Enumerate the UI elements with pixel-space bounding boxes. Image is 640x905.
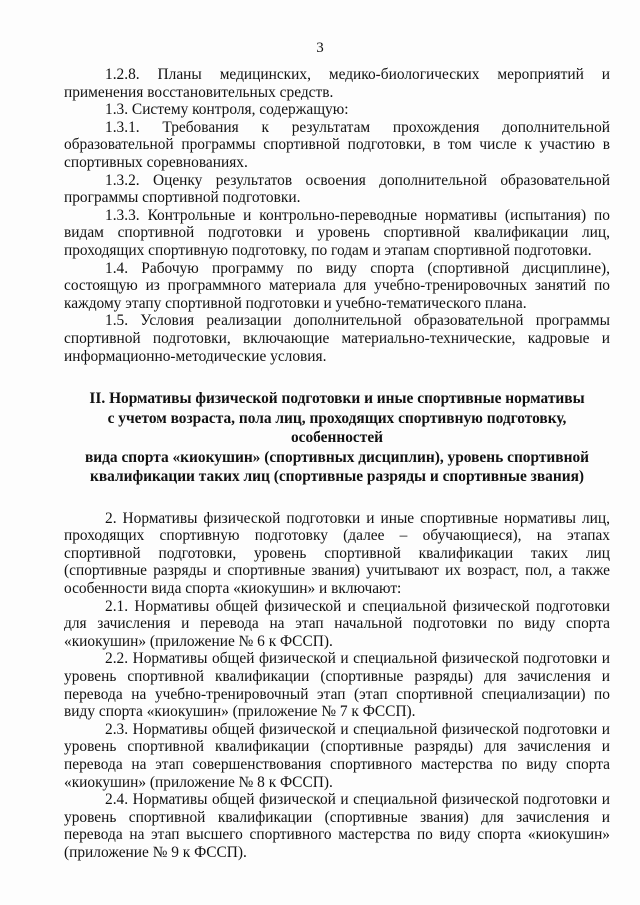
paragraph-1-3-1: 1.3.1. Требования к результатам прохождения дополнительной образовательной программы спортивной подготовки, в том числе к участию в спортивных соревнованиях.: [64, 118, 610, 171]
paragraph-2-3: 2.3. Нормативы общей физической и специальной физической подготовки и уровень спортивной квалификации (спортивные разряды) для зачисления и перевода на этап совершенствования спортивного мастерства по виду спорта «киокушин» (приложение № 8 к ФССП).: [64, 720, 610, 791]
page-content: [64, 66, 610, 861]
paragraph-2-2: 2.2. Нормативы общей физической и специальной физической подготовки и уровень спортивной квалификации (спортивные разряды) для зачисления и перевода на учебно-тренировочный этап (этап спортивной специализации) по виду спорта «киокушин» (приложение № 7 к ФССП).: [64, 650, 610, 721]
section-heading-line: вида спорта «киокушин» (спортивных дисциплин), уровень спортивной: [84, 448, 590, 466]
section-heading-line: квалификации таких лиц (спортивные разряды и спортивные звания): [89, 468, 585, 486]
paragraph-2-1: 2.1. Нормативы общей физической и специальной физической подготовки для зачисления и перевода на этап начальной подготовки по виду спорта «киокушин» (приложение № 6 к ФССП).: [64, 597, 610, 650]
paragraph-1-4: 1.4. Рабочую программу по виду спорта (спортивной дисциплине), состоящую из программного материала для учебно-тренировочных занятий по каждому этапу спортивной подготовки и учебно-тематического плана.: [64, 259, 610, 312]
paragraph-2: 2. Нормативы физической подготовки и иные спортивные нормативы лиц, проходящих спортивную подготовку (далее – обучающиеся), на этапах спортивной подготовки, уровень спортивной квалификации таких лиц (спортивные разряды и спортивные звания) учитывают их возраст, пол, а также особенности вида спорта «киокушин» и включают:: [64, 509, 610, 597]
section-heading-line: с учетом возраста, пола лиц, проходящих спортивную подготовку, особенностей: [107, 409, 567, 447]
page-number: 3: [316, 40, 324, 56]
paragraph-2-4: 2.4. Нормативы общей физической и специальной физической подготовки и уровень спортивной квалификации (спортивные звания) для зачисления и перевода на этап высшего спортивного мастерства по виду спорта «киокушин» (приложение № 9 к ФССП).: [64, 791, 610, 861]
paragraph-1-5: 1.5. Условия реализации дополнительной образовательной программы спортивной подготовки, включающие материально-технические, кадровые и информационно-методические условия.: [64, 312, 610, 365]
paragraph-1-3-2: 1.3.2. Оценку результатов освоения дополнительной образовательной программы спортивной подготовки.: [64, 171, 610, 207]
paragraph-1-3: 1.3. Систему контроля, содержащую:: [105, 101, 349, 119]
section-heading-line: II. Нормативы физической подготовки и иные спортивные нормативы: [89, 390, 585, 408]
paragraph-1-3-3: 1.3.3. Контрольные и контрольно-переводные нормативы (испытания) по видам спортивной подготовки и уровень спортивной квалификации лиц, проходящих спортивную подготовку, по годам и этапам спортивной подготовки.: [64, 206, 610, 259]
paragraph-1-2-8: 1.2.8. Планы медицинских, медико-биологических мероприятий и применения восстановительных средств.: [64, 66, 610, 101]
section-heading: [64, 389, 610, 487]
